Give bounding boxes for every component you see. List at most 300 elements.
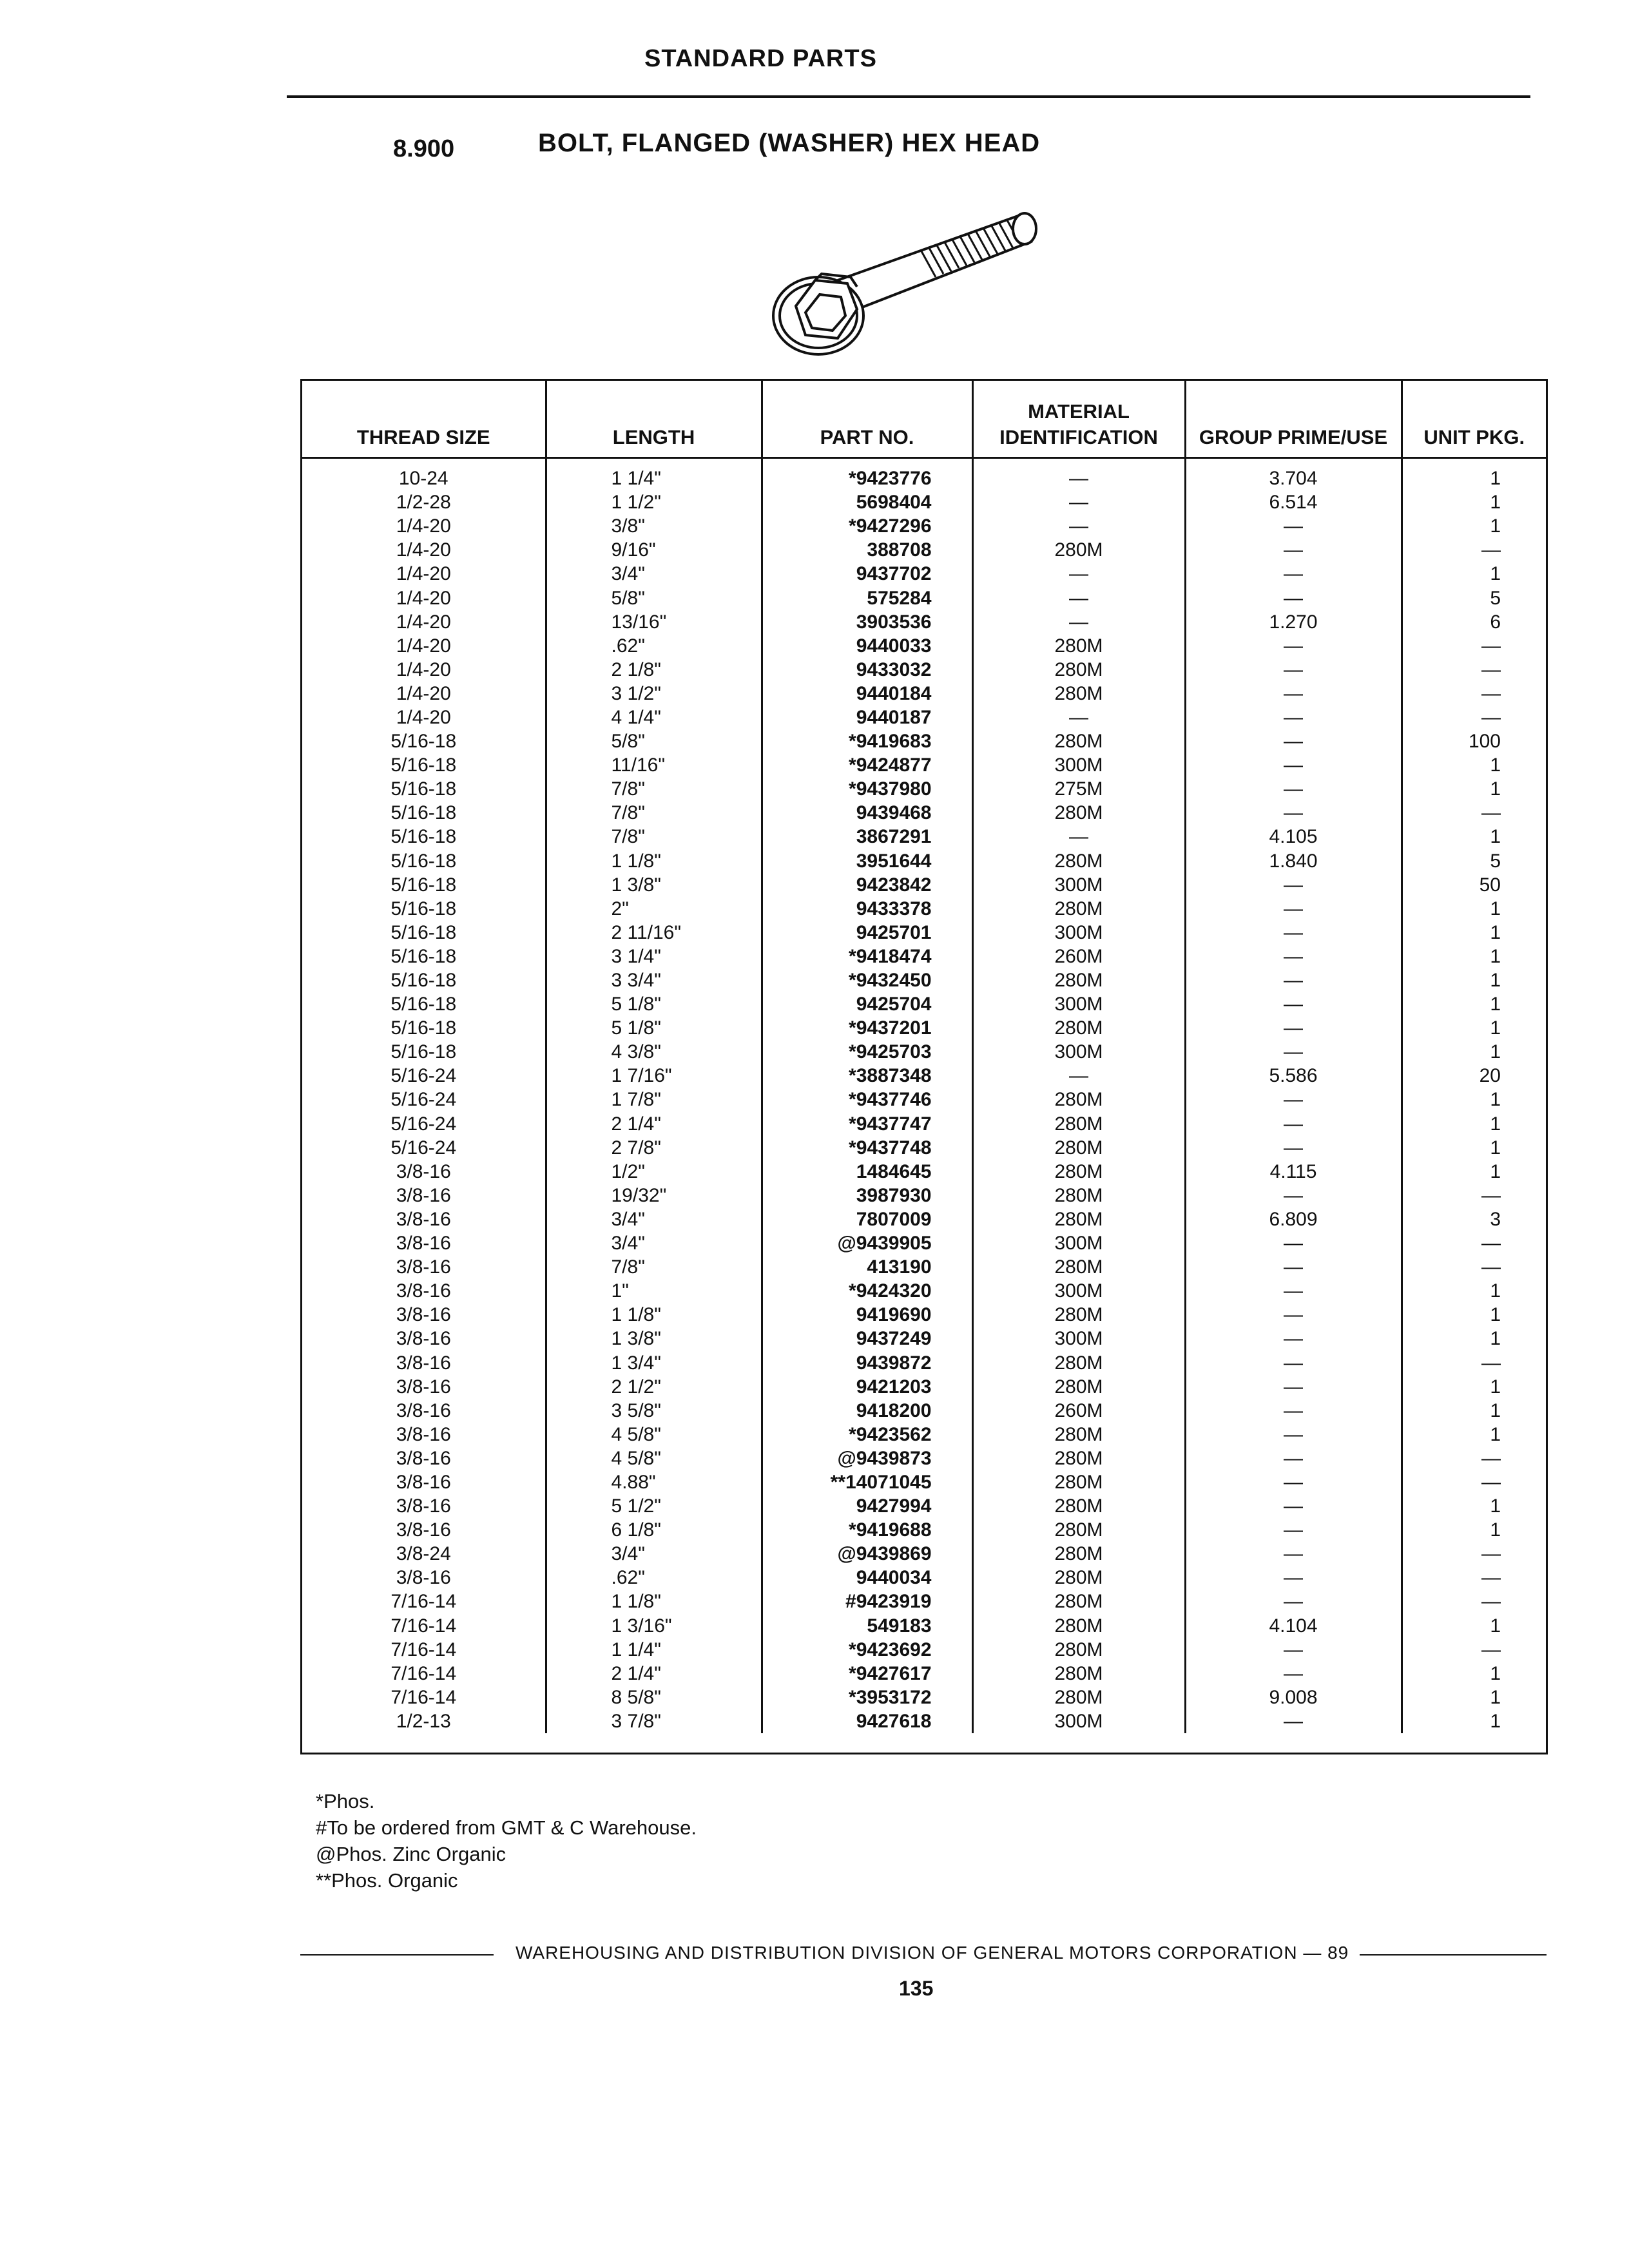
cell-group: —: [1185, 1542, 1402, 1566]
table-row: [302, 1423, 1546, 1446]
table-row: [302, 634, 1546, 658]
cell-thread-size: 5/16-18: [302, 945, 546, 968]
cell-unit-pkg: 1: [1490, 1519, 1501, 1541]
cell-length: 3 3/4": [546, 968, 762, 992]
cell-group: —: [1185, 1231, 1402, 1255]
cell-thread-size: 10-24: [302, 458, 546, 491]
cell-part-no: *9419683: [762, 729, 972, 753]
cell-part-no: *9423562: [762, 1423, 972, 1446]
cell-group: —: [1185, 945, 1402, 968]
cell-group: —: [1185, 658, 1402, 682]
cell-thread-size: 3/8-16: [302, 1350, 546, 1374]
cell-material: 300M: [972, 992, 1185, 1016]
cell-material: 280M: [972, 1686, 1185, 1709]
table-row: [302, 1590, 1546, 1613]
cell-thread-size: 5/16-18: [302, 1040, 546, 1064]
flanged-hex-bolt-icon: [760, 184, 1070, 370]
column-header-thread-size: THREAD SIZE: [302, 381, 546, 458]
cell-part-no: *9427617: [762, 1662, 972, 1686]
cell-material: 280M: [972, 1255, 1185, 1279]
cell-unit-pkg: 1: [1490, 1328, 1501, 1350]
cell-unit-pkg: —: [1481, 802, 1501, 824]
cell-thread-size: 3/8-16: [302, 1566, 546, 1590]
cell-group: —: [1185, 801, 1402, 825]
cell-length: 3/4": [546, 1207, 762, 1231]
table-row: [302, 1399, 1546, 1423]
cell-length: 3 1/2": [546, 682, 762, 706]
cell-group: —: [1185, 1446, 1402, 1470]
cell-part-no: *9437747: [762, 1112, 972, 1136]
cell-unit-pkg: 1: [1490, 1089, 1501, 1111]
table-row: [302, 945, 1546, 968]
table-row: [302, 1016, 1546, 1040]
table-row: [302, 586, 1546, 610]
cell-material: —: [972, 706, 1185, 729]
cell-thread-size: 1/4-20: [302, 514, 546, 538]
cell-group: —: [1185, 921, 1402, 945]
table-row: [302, 921, 1546, 945]
cell-unit-pkg: —: [1481, 682, 1501, 704]
cell-part-no: 549183: [762, 1614, 972, 1638]
cell-material: —: [972, 610, 1185, 634]
cell-part-no: 1484645: [762, 1160, 972, 1184]
table-row: [302, 1207, 1546, 1231]
cell-length: 5 1/8": [546, 992, 762, 1016]
cell-thread-size: 1/4-20: [302, 682, 546, 706]
cell-thread-size: 7/16-14: [302, 1638, 546, 1662]
cell-thread-size: 3/8-16: [302, 1518, 546, 1542]
cell-part-no: 3903536: [762, 610, 972, 634]
table-row: [302, 1279, 1546, 1303]
cell-unit-pkg: 1: [1490, 1399, 1501, 1421]
cell-material: 280M: [972, 1566, 1185, 1590]
table-row: [302, 897, 1546, 921]
cell-length: 1 3/4": [546, 1350, 762, 1374]
cell-unit-pkg: 1: [1490, 492, 1501, 514]
cell-group: —: [1185, 968, 1402, 992]
section-number: 8.900: [393, 135, 455, 162]
cell-thread-size: 3/8-16: [302, 1423, 546, 1446]
cell-unit-pkg: 1: [1490, 826, 1501, 848]
cell-group: —: [1185, 1590, 1402, 1613]
cell-part-no: 7807009: [762, 1207, 972, 1231]
cell-thread-size: 3/8-16: [302, 1375, 546, 1399]
table-row: [302, 777, 1546, 801]
cell-thread-size: 3/8-16: [302, 1327, 546, 1350]
cell-length: 5 1/2": [546, 1494, 762, 1518]
cell-material: 280M: [972, 1136, 1185, 1160]
cell-thread-size: 5/16-18: [302, 992, 546, 1016]
footnote-phos-organic: **Phos. Organic: [316, 1869, 458, 1892]
cell-unit-pkg: —: [1481, 1447, 1501, 1469]
cell-length: 4.88": [546, 1470, 762, 1494]
cell-unit-pkg: 1: [1490, 1423, 1501, 1445]
cell-unit-pkg: 1: [1490, 754, 1501, 776]
cell-material: 300M: [972, 1327, 1185, 1350]
cell-material: 280M: [972, 1350, 1185, 1374]
cell-unit-pkg: 1: [1490, 1662, 1501, 1684]
cell-length: 2 7/8": [546, 1136, 762, 1160]
cell-material: 300M: [972, 873, 1185, 897]
cell-unit-pkg: —: [1481, 635, 1501, 657]
cell-length: 1 1/4": [546, 1638, 762, 1662]
cell-unit-pkg: 1: [1490, 994, 1501, 1015]
cell-length: .62": [546, 634, 762, 658]
cell-group: —: [1185, 1040, 1402, 1064]
cell-material: 280M: [972, 634, 1185, 658]
cell-group: —: [1185, 1088, 1402, 1111]
cell-part-no: 9440033: [762, 634, 972, 658]
cell-material: 280M: [972, 1446, 1185, 1470]
cell-thread-size: 1/2-13: [302, 1709, 546, 1733]
cell-material: 280M: [972, 1542, 1185, 1566]
cell-thread-size: 3/8-16: [302, 1446, 546, 1470]
cell-unit-pkg: 1: [1490, 1017, 1501, 1039]
table-row: [302, 1709, 1546, 1733]
column-header-group: GROUP PRIME/USE: [1185, 381, 1402, 458]
cell-part-no: *9437201: [762, 1016, 972, 1040]
cell-thread-size: 3/8-16: [302, 1184, 546, 1207]
cell-thread-size: 3/8-16: [302, 1470, 546, 1494]
cell-length: 1 1/8": [546, 1590, 762, 1613]
cell-part-no: @9439873: [762, 1446, 972, 1470]
cell-part-no: 9440184: [762, 682, 972, 706]
cell-length: 7/8": [546, 801, 762, 825]
table-row: [302, 1064, 1546, 1088]
cell-length: 3/4": [546, 1231, 762, 1255]
cell-material: 280M: [972, 1207, 1185, 1231]
cell-thread-size: 5/16-18: [302, 873, 546, 897]
cell-part-no: *9437746: [762, 1088, 972, 1111]
cell-part-no: 3987930: [762, 1184, 972, 1207]
table-row: [302, 1112, 1546, 1136]
cell-part-no: @9439869: [762, 1542, 972, 1566]
cell-material: 280M: [972, 897, 1185, 921]
cell-material: 280M: [972, 1518, 1185, 1542]
cell-thread-size: 5/16-18: [302, 801, 546, 825]
cell-length: 1 3/8": [546, 873, 762, 897]
cell-length: 2 1/8": [546, 658, 762, 682]
table-row: [302, 610, 1546, 634]
cell-part-no: 9425701: [762, 921, 972, 945]
table-row: [302, 458, 1546, 491]
cell-group: —: [1185, 777, 1402, 801]
cell-thread-size: 7/16-14: [302, 1686, 546, 1709]
cell-part-no: 575284: [762, 586, 972, 610]
cell-unit-pkg: 5: [1490, 850, 1501, 872]
cell-part-no: 9433032: [762, 658, 972, 682]
cell-part-no: 9433378: [762, 897, 972, 921]
cell-group: —: [1185, 1494, 1402, 1518]
cell-unit-pkg: 6: [1490, 611, 1501, 633]
cell-unit-pkg: —: [1481, 1184, 1501, 1206]
table-row: [302, 1470, 1546, 1494]
table-row: [302, 753, 1546, 777]
table-row: [302, 706, 1546, 729]
table-row: [302, 873, 1546, 897]
cell-group: —: [1185, 873, 1402, 897]
cell-group: —: [1185, 1709, 1402, 1733]
cell-part-no: 9425704: [762, 992, 972, 1016]
cell-unit-pkg: —: [1481, 1233, 1501, 1254]
cell-material: —: [972, 490, 1185, 514]
footnote-zinc-organic: @Phos. Zinc Organic: [316, 1843, 506, 1865]
cell-group: —: [1185, 1518, 1402, 1542]
cell-material: 300M: [972, 1709, 1185, 1733]
cell-part-no: 9440034: [762, 1566, 972, 1590]
footer-text: WAREHOUSING AND DISTRIBUTION DIVISION OF GENERAL MOTORS CORPORATION — 89: [516, 1943, 1349, 1963]
table-row: [302, 562, 1546, 586]
cell-group: —: [1185, 706, 1402, 729]
cell-thread-size: 3/8-24: [302, 1542, 546, 1566]
cell-unit-pkg: 3: [1490, 1208, 1501, 1230]
cell-group: —: [1185, 562, 1402, 586]
cell-thread-size: 1/4-20: [302, 658, 546, 682]
cell-part-no: *9427296: [762, 514, 972, 538]
cell-length: 2": [546, 897, 762, 921]
cell-material: 280M: [972, 1423, 1185, 1446]
cell-length: 1 1/8": [546, 849, 762, 873]
table-row: [302, 682, 1546, 706]
cell-material: 280M: [972, 968, 1185, 992]
cell-material: —: [972, 825, 1185, 849]
cell-material: 280M: [972, 1494, 1185, 1518]
cell-unit-pkg: —: [1481, 1567, 1501, 1589]
cell-unit-pkg: 1: [1490, 970, 1501, 992]
cell-thread-size: 5/16-18: [302, 921, 546, 945]
cell-length: 4 3/8": [546, 1040, 762, 1064]
table-row: [302, 992, 1546, 1016]
cell-material: —: [972, 562, 1185, 586]
header-divider: [287, 95, 1530, 98]
cell-unit-pkg: 5: [1490, 587, 1501, 609]
cell-material: 280M: [972, 538, 1185, 562]
cell-material: 280M: [972, 1303, 1185, 1327]
cell-thread-size: 5/16-18: [302, 825, 546, 849]
cell-length: 11/16": [546, 753, 762, 777]
cell-part-no: 9437249: [762, 1327, 972, 1350]
cell-thread-size: 3/8-16: [302, 1303, 546, 1327]
cell-group: —: [1185, 1112, 1402, 1136]
table-row: [302, 1446, 1546, 1470]
cell-part-no: 9437702: [762, 562, 972, 586]
cell-material: —: [972, 514, 1185, 538]
cell-part-no: 5698404: [762, 490, 972, 514]
cell-unit-pkg: —: [1481, 706, 1501, 728]
cell-thread-size: 3/8-16: [302, 1207, 546, 1231]
cell-thread-size: 1/4-20: [302, 538, 546, 562]
cell-group: —: [1185, 729, 1402, 753]
cell-thread-size: 7/16-14: [302, 1590, 546, 1613]
cell-thread-size: 5/16-24: [302, 1136, 546, 1160]
cell-part-no: **14071045: [762, 1470, 972, 1494]
page-header-title: STANDARD PARTS: [644, 45, 877, 72]
cell-material: 280M: [972, 1662, 1185, 1686]
cell-group: 6.809: [1185, 1207, 1402, 1231]
cell-group: —: [1185, 1136, 1402, 1160]
cell-part-no: *9432450: [762, 968, 972, 992]
cell-length: 3 1/4": [546, 945, 762, 968]
cell-unit-pkg: 1: [1490, 563, 1501, 585]
cell-material: 280M: [972, 1375, 1185, 1399]
cell-unit-pkg: 1: [1490, 921, 1501, 943]
cell-thread-size: 5/16-24: [302, 1112, 546, 1136]
cell-material: 280M: [972, 1016, 1185, 1040]
table-row: [302, 729, 1546, 753]
cell-group: 4.104: [1185, 1614, 1402, 1638]
cell-part-no: 9423842: [762, 873, 972, 897]
cell-unit-pkg: 1: [1490, 1137, 1501, 1158]
cell-material: 260M: [972, 1399, 1185, 1423]
cell-unit-pkg: —: [1481, 539, 1501, 561]
table-row: [302, 1638, 1546, 1662]
cell-part-no: 9440187: [762, 706, 972, 729]
table-row: [302, 1662, 1546, 1686]
cell-part-no: *9424320: [762, 1279, 972, 1303]
cell-length: 1 1/4": [546, 458, 762, 491]
table-row: [302, 825, 1546, 849]
table-row: [302, 490, 1546, 514]
cell-material: —: [972, 1064, 1185, 1088]
cell-length: 5/8": [546, 729, 762, 753]
table-header-row: [302, 381, 1546, 458]
footer-divider-left: [300, 1954, 494, 1956]
cell-unit-pkg: 1: [1490, 1615, 1501, 1637]
cell-length: 3 5/8": [546, 1399, 762, 1423]
footnotes: [316, 1788, 697, 1894]
cell-part-no: @9439905: [762, 1231, 972, 1255]
table-row: [302, 658, 1546, 682]
cell-material: 280M: [972, 658, 1185, 682]
cell-unit-pkg: 1: [1490, 1304, 1501, 1326]
table-row: [302, 1375, 1546, 1399]
cell-part-no: 388708: [762, 538, 972, 562]
cell-length: 1 1/8": [546, 1303, 762, 1327]
cell-thread-size: 5/16-24: [302, 1064, 546, 1088]
cell-material: 300M: [972, 1279, 1185, 1303]
column-header-length: LENGTH: [546, 381, 762, 458]
cell-length: 4 1/4": [546, 706, 762, 729]
table-row: [302, 1231, 1546, 1255]
cell-length: 5/8": [546, 586, 762, 610]
cell-length: 9/16": [546, 538, 762, 562]
cell-thread-size: 5/16-18: [302, 729, 546, 753]
table-row: [302, 1350, 1546, 1374]
table-row: [302, 1040, 1546, 1064]
cell-unit-pkg: 100: [1468, 731, 1501, 753]
cell-group: —: [1185, 1303, 1402, 1327]
table-row: [302, 1518, 1546, 1542]
cell-thread-size: 3/8-16: [302, 1160, 546, 1184]
cell-length: 7/8": [546, 825, 762, 849]
cell-group: —: [1185, 1375, 1402, 1399]
cell-part-no: 9427618: [762, 1709, 972, 1733]
cell-thread-size: 5/16-18: [302, 968, 546, 992]
cell-material: 300M: [972, 1040, 1185, 1064]
cell-unit-pkg: —: [1481, 1471, 1501, 1493]
cell-group: —: [1185, 1566, 1402, 1590]
cell-group: —: [1185, 1662, 1402, 1686]
cell-part-no: 9418200: [762, 1399, 972, 1423]
cell-thread-size: 3/8-16: [302, 1255, 546, 1279]
cell-group: —: [1185, 1279, 1402, 1303]
cell-thread-size: 3/8-16: [302, 1231, 546, 1255]
table-row: [302, 849, 1546, 873]
cell-part-no: 9421203: [762, 1375, 972, 1399]
cell-length: 1 3/16": [546, 1614, 762, 1638]
page-number: 135: [899, 1977, 934, 2000]
cell-group: 3.704: [1185, 458, 1402, 491]
table-row: [302, 1327, 1546, 1350]
cell-length: 5 1/8": [546, 1016, 762, 1040]
cell-group: —: [1185, 1184, 1402, 1207]
footnote-warehouse: #To be ordered from GMT & C Warehouse.: [316, 1816, 697, 1839]
cell-unit-pkg: —: [1481, 1352, 1501, 1374]
cell-unit-pkg: 20: [1479, 1065, 1501, 1087]
cell-material: 280M: [972, 729, 1185, 753]
column-header-unit-pkg: UNIT PKG.: [1402, 381, 1546, 458]
cell-unit-pkg: 1: [1490, 1686, 1501, 1708]
cell-length: 13/16": [546, 610, 762, 634]
cell-group: —: [1185, 753, 1402, 777]
cell-length: .62": [546, 1566, 762, 1590]
column-header-material: MATERIAL IDENTIFICATION: [972, 381, 1185, 458]
cell-part-no: 9439468: [762, 801, 972, 825]
cell-part-no: 413190: [762, 1255, 972, 1279]
table-row: [302, 514, 1546, 538]
cell-group: —: [1185, 586, 1402, 610]
cell-thread-size: 7/16-14: [302, 1614, 546, 1638]
table-row: [302, 1136, 1546, 1160]
cell-material: 280M: [972, 801, 1185, 825]
cell-part-no: *9424877: [762, 753, 972, 777]
cell-length: 6 1/8": [546, 1518, 762, 1542]
cell-material: 275M: [972, 777, 1185, 801]
cell-group: —: [1185, 1399, 1402, 1423]
cell-unit-pkg: 1: [1490, 1041, 1501, 1063]
table-row: [302, 1160, 1546, 1184]
table-row: [302, 1255, 1546, 1279]
cell-group: 1.840: [1185, 849, 1402, 873]
cell-material: 300M: [972, 1231, 1185, 1255]
cell-unit-pkg: 1: [1490, 1710, 1501, 1732]
cell-unit-pkg: 1: [1490, 1160, 1501, 1182]
cell-unit-pkg: 1: [1490, 1113, 1501, 1135]
parts-table-frame: [300, 379, 1548, 1754]
cell-length: 1": [546, 1279, 762, 1303]
table-row: [302, 1494, 1546, 1518]
cell-part-no: 3867291: [762, 825, 972, 849]
cell-thread-size: 3/8-16: [302, 1494, 546, 1518]
cell-thread-size: 1/4-20: [302, 586, 546, 610]
cell-unit-pkg: —: [1481, 1543, 1501, 1565]
cell-thread-size: 1/4-20: [302, 562, 546, 586]
table-row: [302, 1184, 1546, 1207]
cell-thread-size: 1/4-20: [302, 706, 546, 729]
cell-part-no: *9423776: [762, 458, 972, 491]
cell-thread-size: 5/16-18: [302, 897, 546, 921]
cell-unit-pkg: —: [1481, 658, 1501, 680]
cell-unit-pkg: —: [1481, 1591, 1501, 1613]
cell-part-no: 9419690: [762, 1303, 972, 1327]
cell-thread-size: 7/16-14: [302, 1662, 546, 1686]
cell-material: 300M: [972, 921, 1185, 945]
cell-unit-pkg: 1: [1490, 515, 1501, 537]
cell-group: —: [1185, 1638, 1402, 1662]
cell-unit-pkg: 50: [1479, 874, 1501, 896]
cell-group: 4.115: [1185, 1160, 1402, 1184]
cell-material: 280M: [972, 1590, 1185, 1613]
